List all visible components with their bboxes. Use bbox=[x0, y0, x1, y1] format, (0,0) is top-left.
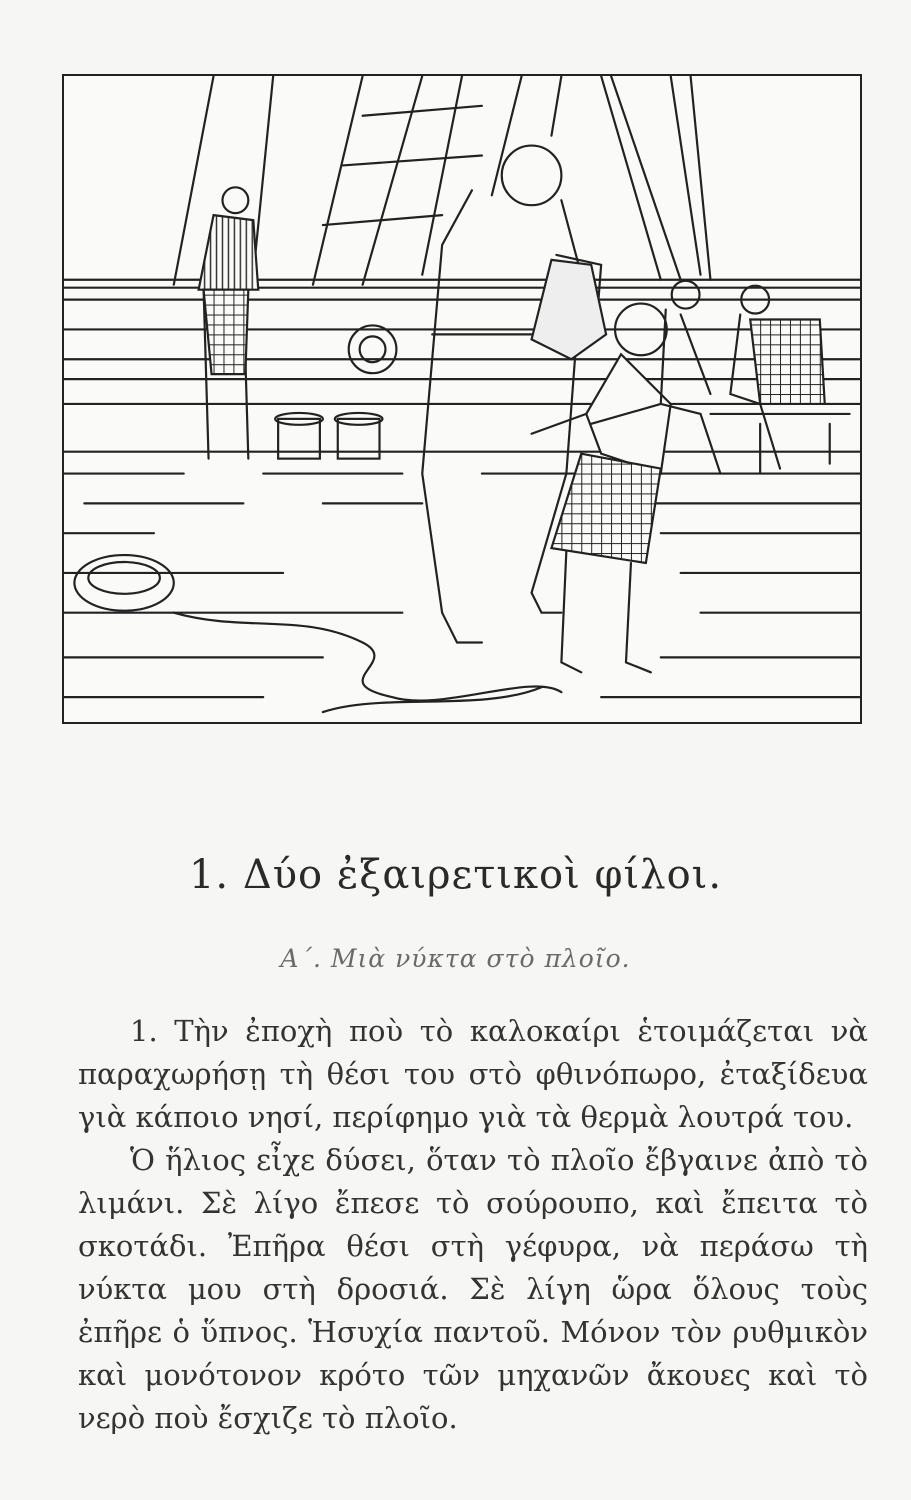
ship-deck-illustration bbox=[62, 74, 862, 724]
body-text bbox=[78, 1010, 868, 1440]
chapter-title: 1. Δύο ἐξαιρετικοὶ φίλοι. bbox=[188, 852, 723, 898]
illustration-drawing bbox=[64, 76, 860, 722]
section-title: Α΄. Μιὰ νύκτα στὸ πλοῖο. bbox=[280, 944, 631, 973]
paragraph: Ὁ ἥλιος εἶχε δύσει, ὅταν τὸ πλοῖο ἔβγαινε ἀπὸ τὸ λιμάνι. Σὲ λίγο ἔπεσε τὸ σούρουπο, καὶ ἔπειτα τὸ σκοτάδι. Ἐπῆρα θέσι στὴ γέφυρα, νὰ περάσω τὴ νύκτα μου στὴ δροσιά. Σὲ λίγη ὥρα ὅλους τοὺς ἐπῆρε ὁ ὕπνος. Ἡσυχία παντοῦ. Μόνον τὸν ρυθμικὸν καὶ μονότονον κρότο τῶν μηχανῶν ἄκουες καὶ τὸ νερὸ ποὺ ἔσχιζε τὸ πλοῖο. bbox=[78, 1143, 868, 1435]
paragraph: 1. Τὴν ἐποχὴ ποὺ τὸ καλοκαίρι ἑτοιμάζεται νὰ παραχωρήσῃ τὴ θέσι του στὸ φθινόπωρο, ἐταξίδευα γιὰ κάποιο νησί, περίφημο γιὰ τὰ θερμὰ λουτρά του. bbox=[78, 1014, 868, 1134]
